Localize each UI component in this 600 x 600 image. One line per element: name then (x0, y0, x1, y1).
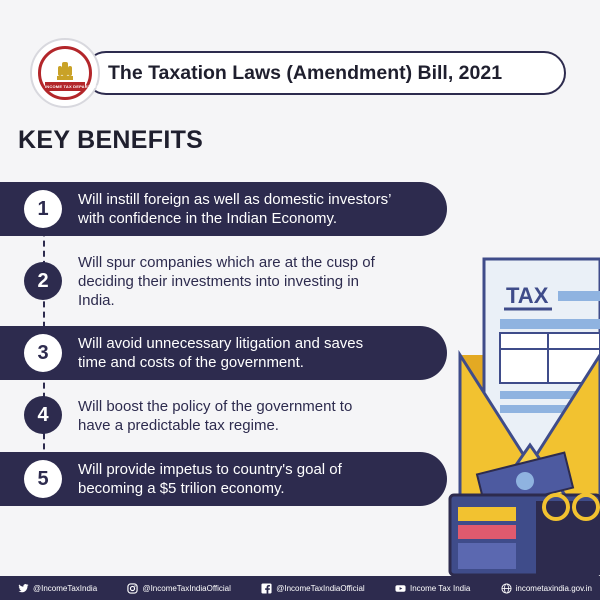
benefit-line: India. (78, 292, 115, 309)
footer-item-instagram[interactable] (127, 583, 230, 594)
tax-label: TAX (506, 283, 549, 308)
footer-label: @IncomeTaxIndiaOfficial (276, 583, 365, 593)
benefit-number-5: 5 (24, 460, 62, 498)
benefit-line: Will provide impetus to country's goal of (78, 461, 342, 478)
benefit-text-1 (78, 190, 391, 228)
footer-label: incometaxindia.gov.in (515, 583, 592, 593)
footer-item-facebook[interactable] (261, 583, 364, 594)
benefit-text-4 (78, 397, 352, 435)
benefit-line: Will spur companies which are at the cusp of (78, 254, 375, 271)
benefit-line: deciding their investments into investing in (78, 273, 359, 290)
benefit-line: have a predictable tax regime. (78, 417, 279, 434)
globe-icon (501, 583, 512, 594)
benefit-text-3 (78, 334, 363, 372)
income-tax-logo (30, 38, 103, 108)
tax-envelope-illustration (440, 245, 600, 575)
benefit-text-2 (78, 253, 375, 310)
logo-banner-text: INCOME TAX DEPARTMENT (45, 84, 103, 89)
instagram-icon (127, 583, 138, 594)
benefit-text-5 (78, 460, 342, 498)
benefit-number-2: 2 (24, 262, 62, 300)
footer-item-youtube[interactable] (395, 583, 470, 594)
benefit-number-4: 4 (24, 396, 62, 434)
benefit-line: Will boost the policy of the government to (78, 398, 353, 415)
footer-label: @IncomeTaxIndiaOfficial (142, 583, 231, 593)
title-pill (84, 51, 566, 95)
page-title: The Taxation Laws (Amendment) Bill, 2021 (108, 61, 503, 84)
footer-label: Income Tax India (409, 583, 471, 593)
benefit-line: Will instill foreign as well as domestic investors’ (78, 191, 392, 208)
benefit-line: with confidence in the Indian Economy. (78, 210, 338, 227)
section-heading: KEY BENEFITS (18, 126, 204, 154)
youtube-icon (395, 583, 406, 594)
facebook-icon (261, 583, 272, 594)
benefit-number-3: 3 (24, 334, 62, 372)
benefit-line: becoming a $5 trilion economy. (78, 480, 285, 497)
twitter-icon (18, 583, 29, 594)
benefit-line: Will avoid unnecessary litigation and saves (78, 335, 364, 352)
benefit-line: time and costs of the government. (78, 354, 304, 371)
benefit-number-1: 1 (24, 190, 62, 228)
footer-item-website[interactable] (501, 583, 592, 594)
logo-seal (38, 46, 103, 100)
footer-label: @IncomeTaxIndia (33, 583, 98, 593)
social-footer (0, 576, 600, 600)
footer-item-twitter[interactable] (18, 583, 97, 594)
